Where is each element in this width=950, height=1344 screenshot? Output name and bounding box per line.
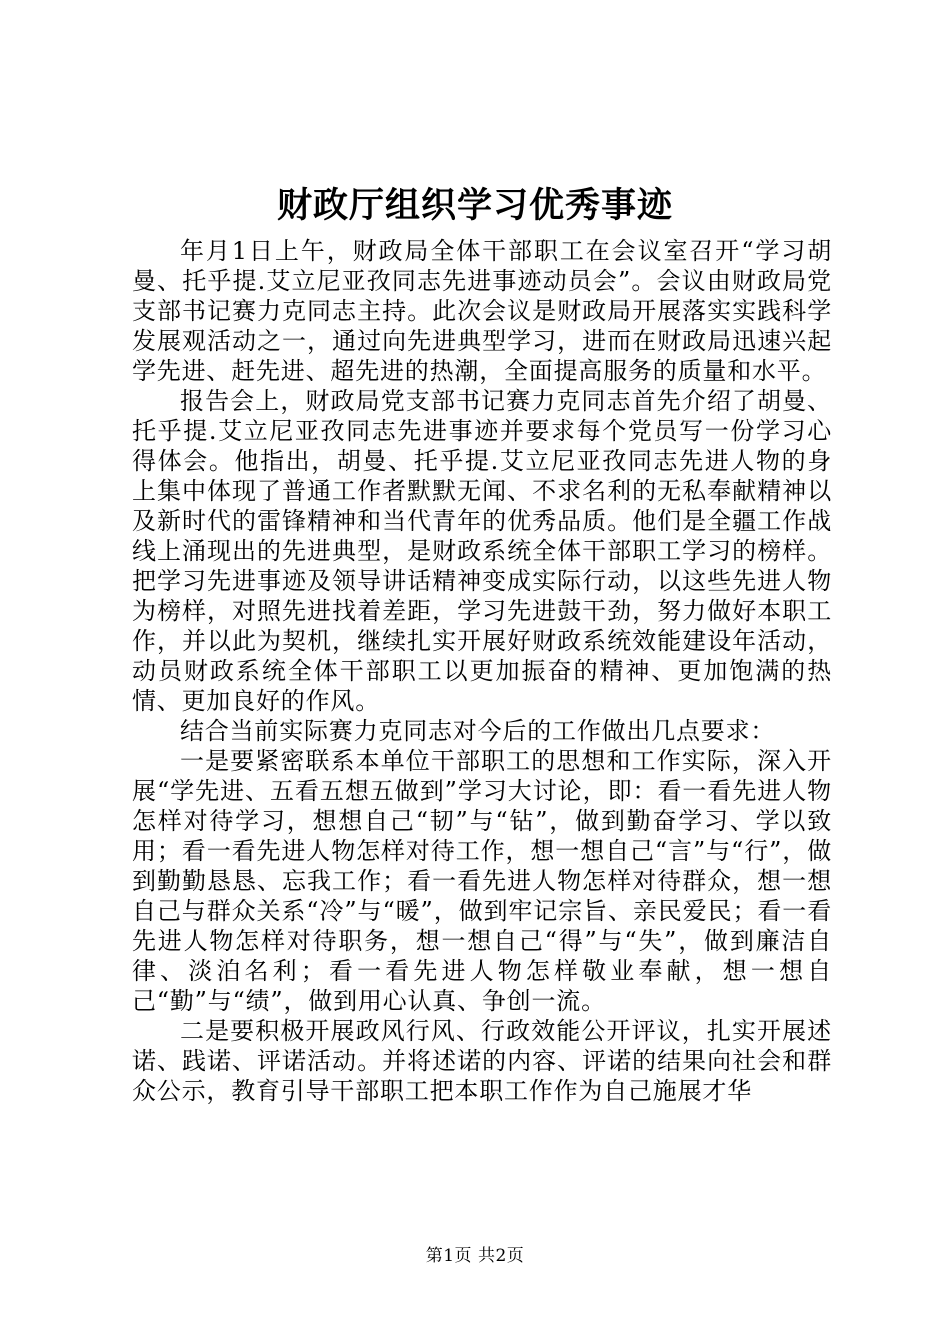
paragraph-4: 一是要紧密联系本单位干部职工的思想和工作实际，深入开展“学先进、五看五想五做到”学习大讨论，即：看一看先进人物怎样对待学习，想想自己“韧”与“钻”，做到勤奋学习、学以致用；看一看先进人物怎样对待工作，想一想自己“言”与“行”，做到勤勤恳恳、忘我工作；看一看先进人物怎样对待群众，想一想自己与群众关系“冷”与“暖”，做到牢记宗旨、亲民爱民；看一看先进人物怎样对待职务，想一想自己“得”与“失”，做到廉洁自律、淡泊名利；看一看先进人物怎样敬业奉献，想一想自己“勤”与“绩”，做到用心认真、争创一流。 — [132, 747, 832, 1015]
document-body — [132, 236, 832, 1106]
paragraph-1: 年月1日上午，财政局全体干部职工在会议室召开“学习胡曼、托乎提.艾立尼亚孜同志先进事迹动员会”。会议由财政局党支部书记赛力克同志主持。此次会议是财政局开展落实实践科学发展观活动之一，通过向先进典型学习，进而在财政局迅速兴起学先进、赶先进、超先进的热潮，全面提高服务的质量和水平。 — [132, 237, 832, 385]
paragraph-5: 二是要积极开展政风行风、行政效能公开评议，扎实开展述诺、践诺、评诺活动。并将述诺的内容、评诺的结果向社会和群众公示，教育引导干部职工把本职工作作为自己施展才华 — [132, 1017, 832, 1105]
document-title: 财政厅组织学习优秀事迹 — [276, 186, 673, 226]
paragraph-2: 报告会上，财政局党支部书记赛力克同志首先介绍了胡曼、托乎提.艾立尼亚孜同志先进事迹并要求每个党员写一份学习心得体会。他指出，胡曼、托乎提.艾立尼亚孜同志先进人物的身上集中体现了普通工作者默默无闻、不求名利的无私奉献精神以及新时代的雷锋精神和当代青年的优秀品质。他们是全疆工作战线上涌现出的先进典型，是财政系统全体干部职工学习的榜样。把学习先进事迹及领导讲话精神变成实际行动，以这些先进人物为榜样，对照先进找着差距，学习先进鼓干劲，努力做好本职工作，并以此为契机，继续扎实开展好财政系统效能建设年活动，动员财政系统全体干部职工以更加振奋的精神、更加饱满的热情、更加良好的作风。 — [132, 387, 832, 715]
page-footer: 第1页 共2页 — [425, 1246, 525, 1266]
paragraph-3: 结合当前实际赛力克同志对今后的工作做出几点要求： — [180, 717, 776, 745]
